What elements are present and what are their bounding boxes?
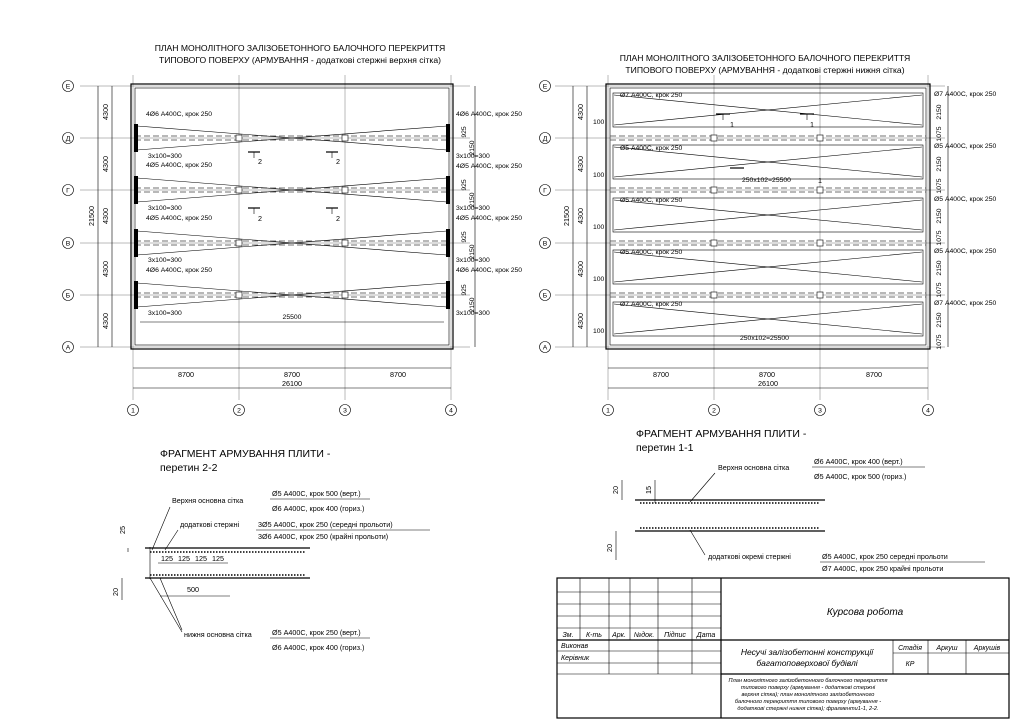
right-note: Ø5 А400С, крок 250 xyxy=(934,248,997,255)
total-height: 21500 xyxy=(87,206,96,226)
edge-dim: 100 xyxy=(593,172,605,179)
tb-role: Виконав xyxy=(561,643,589,650)
f22-dim: 20 xyxy=(111,588,120,596)
left-spacing: 3x100=300 xyxy=(456,205,490,212)
row-dim: 4300 xyxy=(576,261,585,277)
left-col-bubbles xyxy=(128,405,457,416)
left-spacing: 3x100=300 xyxy=(148,310,182,317)
svg-text:2150: 2150 xyxy=(936,208,943,224)
f11-add-label: додаткові окремі стержні xyxy=(708,552,791,561)
f22-add-label: додаткові стержні xyxy=(180,520,240,529)
svg-text:925: 925 xyxy=(461,179,468,191)
row-dim: 4300 xyxy=(101,261,110,277)
right-note: Ø5 А400С, крок 250 xyxy=(934,196,997,203)
f11-top-spec: Ø5 А400С, крок 500 (гориз.) xyxy=(814,472,907,481)
f11-dim: 20 xyxy=(611,486,620,494)
fragment-22-title-2: перетин 2-2 xyxy=(160,462,218,474)
axis-label: Б xyxy=(65,292,71,300)
tb-sheet-hdr: Аркуш xyxy=(936,645,958,652)
f22-dim-125: 125 xyxy=(178,554,190,563)
left-note: 4Ø5 А400С, крок 250 xyxy=(146,215,213,222)
row-dim: 4300 xyxy=(576,313,585,329)
left-note: 4Ø5 А400С, крок 250 xyxy=(456,163,523,170)
row-dim: 4300 xyxy=(101,156,110,172)
left-mark: 2 xyxy=(336,214,340,223)
axis-label: 4 xyxy=(449,407,453,415)
svg-text:2150: 2150 xyxy=(469,297,476,313)
axis-label: Б xyxy=(542,292,548,300)
axis-label: А xyxy=(65,344,71,352)
col-dim: 8700 xyxy=(390,370,406,379)
edge-dim: 100 xyxy=(593,224,605,231)
right-mark: 1 xyxy=(730,120,734,129)
left-mark: 2 xyxy=(258,157,262,166)
right-note: Ø7 А400С, крок 250 xyxy=(620,301,683,308)
axis-label: В xyxy=(65,240,71,248)
row-dim: 4300 xyxy=(101,208,110,224)
f22-top-spec: Ø5 А400С, крок 500 (верт.) xyxy=(272,489,361,498)
tb-subject: Несучі залізобетонні конструкції xyxy=(740,647,874,657)
svg-text:2150: 2150 xyxy=(936,260,943,276)
row-dim: 4300 xyxy=(101,313,110,329)
left-plan-title-2: ТИПОВОГО ПОВЕРХУ (АРМУВАННЯ - додаткові стержні верхня сітка) xyxy=(158,55,442,65)
tb-role: Керівник xyxy=(561,655,590,662)
col-dim: 8700 xyxy=(178,370,194,379)
fragment-1-1 xyxy=(605,428,985,573)
svg-text:1075: 1075 xyxy=(936,230,943,246)
tb-project: Курсова робота xyxy=(826,607,904,618)
axis-label: 1 xyxy=(606,407,610,415)
fragment-2-2 xyxy=(111,448,430,652)
f11-top-label: Верхня основна сітка xyxy=(718,463,790,472)
right-span-label: 250x102=25500 xyxy=(740,335,789,342)
total-width: 26100 xyxy=(758,379,778,388)
tb-hdr: №док. xyxy=(633,632,655,639)
axis-label: Е xyxy=(65,83,71,91)
axis-label: Д xyxy=(65,135,71,143)
left-note: 4Ø6 А400С, крок 250 xyxy=(456,111,523,118)
tb-hdr: Зм. xyxy=(562,632,574,639)
axis-label: 1 xyxy=(131,407,135,415)
left-spacing: 3x100=300 xyxy=(148,153,182,160)
tb-desc: План монолітного залізобетонного балочного перекриття xyxy=(728,678,888,684)
left-spacing: 3x100=300 xyxy=(456,153,490,160)
right-grid-axes xyxy=(555,75,945,400)
left-mark: 2 xyxy=(336,157,340,166)
axis-label: 2 xyxy=(712,407,716,415)
col-dim: 8700 xyxy=(866,370,882,379)
svg-text:1075: 1075 xyxy=(936,334,943,350)
svg-text:2150: 2150 xyxy=(469,244,476,260)
right-right-dims xyxy=(936,104,943,349)
row-dim: 4300 xyxy=(576,104,585,120)
right-strips xyxy=(613,93,923,336)
f22-dim-125: 125 xyxy=(195,554,207,563)
row-dim: 4300 xyxy=(576,156,585,172)
svg-text:2150: 2150 xyxy=(936,312,943,328)
tb-desc: типового поверху (армування - додаткові стержні xyxy=(740,685,876,691)
right-note: Ø5 А400С, крок 250 xyxy=(620,249,683,256)
left-spacing: 3x100=300 xyxy=(456,310,490,317)
f11-add-spec: Ø5 А400С, крок 250 середні прольоти xyxy=(822,552,948,561)
row-dim: 4300 xyxy=(576,208,585,224)
right-beam-bands xyxy=(610,136,926,297)
axis-label: 2 xyxy=(237,407,241,415)
f11-top-spec: Ø6 А400С, крок 400 (верт.) xyxy=(814,457,903,466)
left-note: 4Ø6 А400С, крок 250 xyxy=(456,267,523,274)
col-dim: 8700 xyxy=(759,370,775,379)
f22-dim-125: 125 xyxy=(161,554,173,563)
right-note: Ø5 А400С, крок 250 xyxy=(620,197,683,204)
left-plan xyxy=(63,43,523,416)
f22-bot-spec: Ø6 А400С, крок 400 (гориз.) xyxy=(272,643,365,652)
row-dim: 4300 xyxy=(101,104,110,120)
right-plan-title-1: ПЛАН МОНОЛІТНОГО ЗАЛІЗОБЕТОННОГО БАЛОЧНОГО ПЕРЕКРИТТЯ xyxy=(619,53,911,63)
tb-hdr: Підпис xyxy=(664,632,686,639)
f22-add-spec: 3Ø6 А400С, крок 250 (крайні прольоти) xyxy=(258,532,389,541)
axis-label: 3 xyxy=(818,407,822,415)
right-span-label: 250x102=25500 xyxy=(742,177,791,184)
tb-subject: багатоповерхової будівлі xyxy=(756,658,858,668)
fragment-11-title-2: перетин 1-1 xyxy=(636,442,694,454)
left-span-label: 25500 xyxy=(282,314,302,321)
axis-label: Г xyxy=(543,187,547,195)
right-columns xyxy=(711,135,823,298)
axis-label: А xyxy=(542,344,548,352)
f22-top-label: Верхня основна сітка xyxy=(172,496,244,505)
left-columns xyxy=(236,135,348,298)
right-plan xyxy=(540,53,997,416)
f11-dim: 20 xyxy=(605,544,614,552)
svg-text:925: 925 xyxy=(461,284,468,296)
fragment-11-title-1: ФРАГМЕНТ АРМУВАННЯ ПЛИТИ - xyxy=(636,428,807,440)
svg-text:925: 925 xyxy=(461,126,468,138)
right-mark: 1 xyxy=(818,176,822,185)
left-note: 4Ø6 А400С, крок 250 xyxy=(146,111,213,118)
right-note: Ø5 А400С, крок 250 xyxy=(934,143,997,150)
right-plan-title-2: ТИПОВОГО ПОВЕРХУ (АРМУВАННЯ - додаткові стержні нижня сітка) xyxy=(625,65,905,75)
edge-dim: 100 xyxy=(593,119,605,126)
tb-hdr: Дата xyxy=(696,632,716,639)
axis-label: Д xyxy=(542,135,548,143)
left-spacing: 3x100=300 xyxy=(148,205,182,212)
axis-label: Г xyxy=(66,187,70,195)
tb-desc: додаткові стержні нижня сітка); фрагменти1-1, 2-2. xyxy=(737,706,879,712)
left-plan-title-1: ПЛАН МОНОЛІТНОГО ЗАЛІЗОБЕТОННОГО БАЛОЧНОГО ПЕРЕКРИТТЯ xyxy=(154,43,446,53)
right-mark: 1 xyxy=(810,120,814,129)
left-note: 4Ø6 А400С, крок 250 xyxy=(146,267,213,274)
edge-dim: 100 xyxy=(593,276,605,283)
svg-text:2150: 2150 xyxy=(469,192,476,208)
left-mark: 2 xyxy=(258,214,262,223)
total-height: 21500 xyxy=(562,206,571,226)
tb-stage-hdr: Стадія xyxy=(898,645,922,652)
right-note: Ø7 А400С, крок 250 xyxy=(620,92,683,99)
axis-label: Е xyxy=(542,83,548,91)
svg-text:925: 925 xyxy=(461,231,468,243)
svg-text:2150: 2150 xyxy=(936,104,943,120)
title-block xyxy=(557,578,1009,718)
fragment-22-title-1: ФРАГМЕНТ АРМУВАННЯ ПЛИТИ - xyxy=(160,448,331,460)
f22-add-spec: 3Ø5 А400С, крок 250 (середні прольоти) xyxy=(258,520,393,529)
f22-dim-500: 500 xyxy=(187,585,199,594)
col-dim: 8700 xyxy=(284,370,300,379)
edge-dim: 100 xyxy=(593,328,605,335)
f22-dim: 25 xyxy=(118,526,127,534)
f11-add-spec: Ø7 А400С, крок 250 крайні прольоти xyxy=(822,564,944,573)
left-spacing: 3x100=300 xyxy=(456,257,490,264)
tb-hdr: Арк. xyxy=(612,632,626,639)
total-width: 26100 xyxy=(282,379,302,388)
right-row-bubbles xyxy=(540,81,551,353)
svg-text:1075: 1075 xyxy=(936,178,943,194)
f22-bot-label: нижня основна сітка xyxy=(184,630,252,639)
right-note: Ø7 А400С, крок 250 xyxy=(934,91,997,98)
right-note: Ø5 А400С, крок 250 xyxy=(620,145,683,152)
f11-dim: 15 xyxy=(644,486,653,494)
axis-label: 4 xyxy=(926,407,930,415)
svg-text:2150: 2150 xyxy=(469,140,476,156)
f22-dim-125: 125 xyxy=(212,554,224,563)
svg-text:1075: 1075 xyxy=(936,282,943,298)
right-slab-outline xyxy=(606,84,930,349)
left-grid-axes xyxy=(80,75,470,400)
left-row-bubbles xyxy=(63,81,74,353)
col-dim: 8700 xyxy=(653,370,669,379)
svg-text:2150: 2150 xyxy=(936,156,943,172)
tb-sheets-hdr: Аркушів xyxy=(973,645,1001,652)
left-note: 4Ø5 А400С, крок 250 xyxy=(456,215,523,222)
tb-desc: верхня сітка); план монолітного залізобетонного xyxy=(741,692,875,698)
svg-text:1075: 1075 xyxy=(936,126,943,142)
tb-desc: балочного перекриття типового поверху (армування - xyxy=(734,699,882,705)
right-col-bubbles xyxy=(603,405,934,416)
tb-stage: КР xyxy=(905,661,915,668)
right-note: Ø7 А400С, крок 250 xyxy=(934,300,997,307)
f22-bot-spec: Ø5 А400С, крок 250 (верт.) xyxy=(272,628,361,637)
tb-hdr: К-ть xyxy=(586,632,602,639)
axis-label: В xyxy=(542,240,548,248)
left-note: 4Ø5 А400С, крок 250 xyxy=(146,162,213,169)
f22-top-spec: Ø6 А400С, крок 400 (гориз.) xyxy=(272,504,365,513)
left-spacing: 3x100=300 xyxy=(148,257,182,264)
axis-label: 3 xyxy=(343,407,347,415)
